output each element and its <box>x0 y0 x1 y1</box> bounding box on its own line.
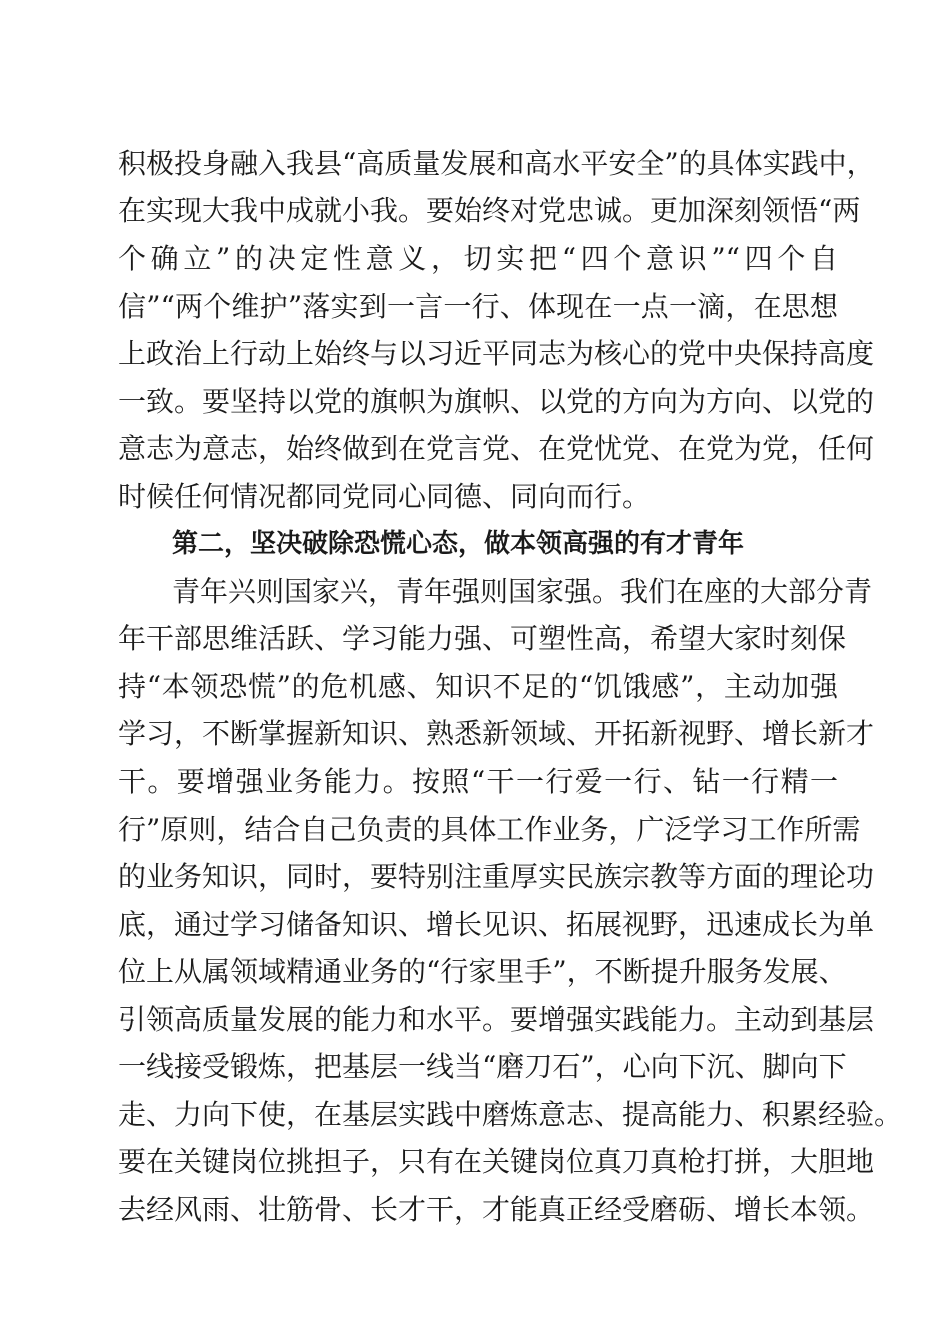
paragraph-line: 位上从属领域精通业务的“行家里手”，不断提升服务发展、 <box>118 955 847 988</box>
paragraph-line: 去经风雨、壮筋骨、长才干，才能真正经受磨砺、增长本领。 <box>118 1193 875 1226</box>
paragraph-line: 一致。要坚持以党的旗帜为旗帜、以党的方向为方向、以党的 <box>118 385 875 418</box>
paragraph-line: 干。要增强业务能力。按照“干一行爱一行、钻一行精一 <box>118 765 838 798</box>
paragraph-line: 年干部思维活跃、学习能力强、可塑性高，希望大家时刻保 <box>118 622 847 655</box>
paragraph-line: 个确立”的决定性意义，切实把“四个意识”“四个自 <box>118 242 838 275</box>
paragraph-line: 上政治上行动上始终与以习近平同志为核心的党中央保持高度 <box>118 337 875 370</box>
paragraph-line: 行”原则，结合自己负责的具体工作业务，广泛学习工作所需 <box>118 813 861 846</box>
paragraph-line: 学习，不断掌握新知识、熟悉新领域、开拓新视野、增长新才 <box>118 717 875 750</box>
paragraph-line: 时候任何情况都同党同心同德、同向而行。 <box>118 480 651 513</box>
paragraph-line: 走、力向下使，在基层实践中磨炼意志、提高能力、积累经验。 <box>118 1098 903 1131</box>
paragraph-line: 的业务知识，同时，要特别注重厚实民族宗教等方面的理论功 <box>118 860 875 893</box>
paragraph-line: 引领高质量发展的能力和水平。要增强实践能力。主动到基层 <box>118 1003 875 1036</box>
paragraph-line: 信”“两个维护”落实到一言一行、体现在一点一滴，在思想 <box>118 290 838 323</box>
section-heading: 第二，坚决破除恐慌心态，做本领高强的有才青年 <box>172 529 745 559</box>
paragraph-line: 在实现大我中成就小我。要始终对党忠诚。更加深刻领悟“两 <box>118 194 861 227</box>
paragraph-line: 底，通过学习储备知识、增长见识、拓展视野，迅速成长为单 <box>118 908 875 941</box>
paragraph-line: 意志为意志，始终做到在党言党、在党忧党、在党为党，任何 <box>118 432 875 465</box>
paragraph-line: 青年兴则国家兴，青年强则国家强。我们在座的大部分青 <box>172 575 873 608</box>
paragraph-line: 要在关键岗位挑担子，只有在关键岗位真刀真枪打拼，大胆地 <box>118 1145 875 1178</box>
paragraph-line: 积极投身融入我县“高质量发展和高水平安全”的具体实践中， <box>118 147 875 180</box>
paragraph-line: 一线接受锻炼，把基层一线当“磨刀石”，心向下沉、脚向下 <box>118 1050 847 1083</box>
paragraph-line: 持“本领恐慌”的危机感、知识不足的“饥饿感”，主动加强 <box>118 670 838 703</box>
